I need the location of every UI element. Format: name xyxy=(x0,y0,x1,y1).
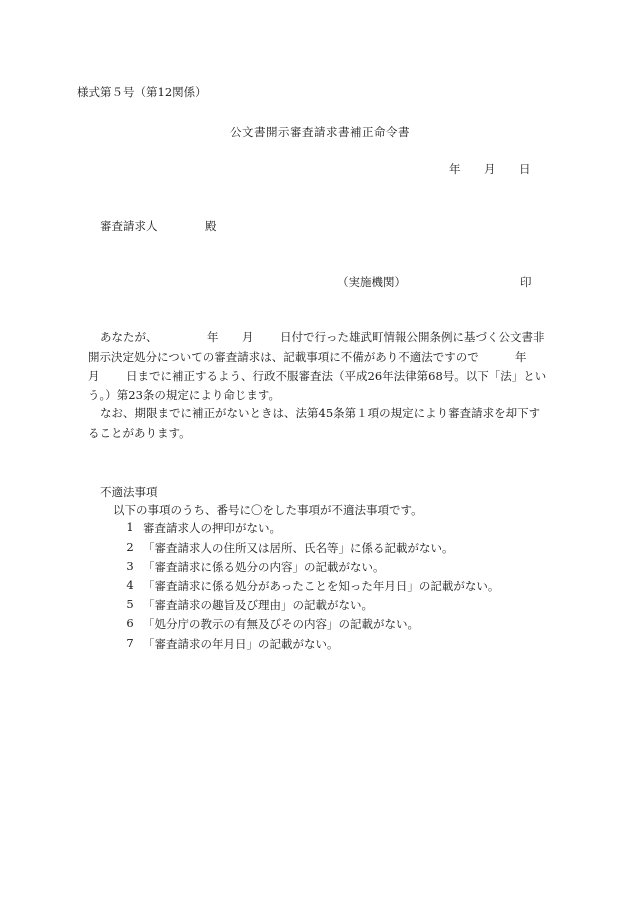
seal-mark: 印 xyxy=(520,275,532,289)
defect-text: 「審査請求人の住所又は居所、氏名等」に係る記載がない。 xyxy=(143,541,454,555)
defect-number: 6 xyxy=(126,616,134,630)
body-text-segment: う。）第23条の規定により命じます。 xyxy=(88,388,280,402)
defect-number: 7 xyxy=(126,636,134,650)
defects-intro: 以下の事項のうち、番号に〇をした事項が不適法事項です。 xyxy=(113,503,423,517)
body-text-segment: 日までに補正するよう、行政不服審査法（平成26年法律第68号。以下「法」とい xyxy=(126,369,547,383)
defect-number: 2 xyxy=(126,540,134,554)
body-text-segment: 年 xyxy=(515,350,527,364)
defect-text: 「審査請求の年月日」の記載がない。 xyxy=(143,637,339,651)
document-title: 公文書開示審査請求書補正命令書 xyxy=(230,125,410,139)
body-text-segment: 月 xyxy=(88,369,100,383)
defect-number: 3 xyxy=(126,559,134,573)
defect-text: 「審査請求に係る処分があったことを知った年月日」の記載がない。 xyxy=(143,579,500,593)
date-month-label: 月 xyxy=(484,162,496,176)
addressee-honorific: 殿 xyxy=(205,219,217,233)
defect-text: 審査請求人の押印がない。 xyxy=(143,521,281,535)
body-text-segment: 開示決定処分についての審査請求は、記載事項に不備があり不適法ですので xyxy=(88,350,479,364)
defect-number: 1 xyxy=(126,520,134,534)
defect-number: 4 xyxy=(126,578,134,592)
form-number: 様式第５号（第12関係） xyxy=(77,85,207,99)
body-text-segment: 年 xyxy=(207,330,219,344)
defect-text: 「審査請求の趣旨及び理由」の記載がない。 xyxy=(143,598,373,612)
body-text-segment: 月 xyxy=(242,330,254,344)
body-text-segment: あなたが、 xyxy=(100,330,158,344)
body-text-segment: 日付で行った雄武町情報公開条例に基づく公文書非 xyxy=(280,330,545,344)
date-day-label: 日 xyxy=(519,162,531,176)
addressee-label: 審査請求人 xyxy=(100,219,158,233)
defect-number: 5 xyxy=(126,597,134,611)
defect-text: 「処分庁の教示の有無及びその内容」の記載がない。 xyxy=(143,617,419,631)
issuing-agency-label: （実施機関） xyxy=(337,275,406,289)
date-year-label: 年 xyxy=(449,162,461,176)
body-text-segment: なお、期限までに補正がないときは、法第45条第１項の規定により審査請求を却下す xyxy=(100,406,541,420)
body-text-segment: ることがあります。 xyxy=(88,426,191,440)
defects-heading: 不適法事項 xyxy=(100,485,158,499)
defect-text: 「審査請求に係る処分の内容」の記載がない。 xyxy=(143,560,385,574)
